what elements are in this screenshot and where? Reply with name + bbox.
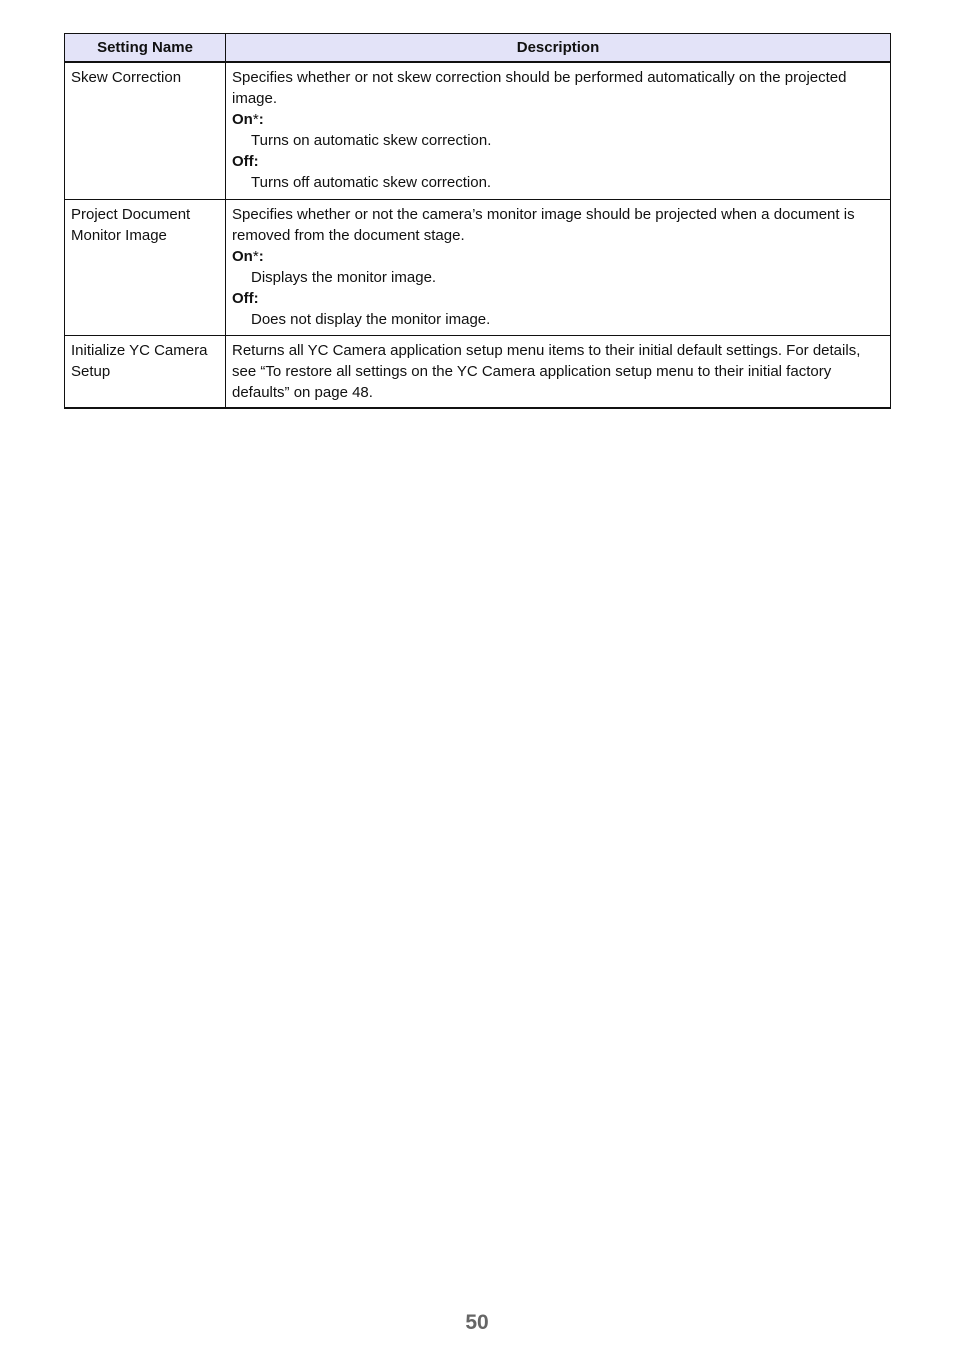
option-label: Off:: [232, 153, 259, 170]
option-colon: :: [258, 247, 264, 265]
settings-table: [64, 33, 891, 409]
default-asterisk: *: [252, 247, 259, 265]
description-text: Specifies whether or not skew correction should be performed automatically on the projected image.: [232, 69, 847, 107]
option-text: Turns on automatic skew correction.: [251, 132, 492, 149]
setting-name-cell: Initialize YC Camera Setup: [65, 335, 226, 408]
option-text: Turns off automatic skew correction.: [251, 174, 492, 191]
table-row: [65, 62, 891, 199]
option-label-text: On: [232, 247, 253, 265]
option-label-text: On: [232, 111, 253, 128]
table-row: [65, 199, 891, 335]
page-number: 50: [465, 1311, 489, 1334]
option-text: Does not display the monitor image.: [251, 310, 491, 328]
setting-name-cell: Project Document Monitor Image: [65, 199, 226, 335]
header-description: Description: [226, 34, 891, 63]
table-header-row: [65, 34, 891, 63]
header-setting-name: Setting Name: [65, 34, 226, 63]
option-label: Off:: [232, 289, 259, 307]
description-text: Specifies whether or not the camera’s monitor image should be projected when a document is removed from the document stage.: [232, 205, 855, 244]
description-cell: [226, 62, 891, 199]
setting-name-cell: Skew Correction: [65, 62, 226, 199]
default-asterisk: *: [252, 111, 259, 128]
description-text: Returns all YC Camera application setup menu items to their initial default settings. For details, see “To restore all settings on the YC Camera application setup menu to their initial factory defaults” on page 48.: [232, 341, 861, 401]
option-colon: :: [258, 111, 264, 128]
option-label: [232, 246, 884, 267]
table-row: [65, 335, 891, 408]
description-cell: [226, 335, 891, 408]
option-text: Displays the monitor image.: [251, 268, 437, 286]
description-cell: [226, 199, 891, 335]
option-label: [232, 109, 884, 130]
